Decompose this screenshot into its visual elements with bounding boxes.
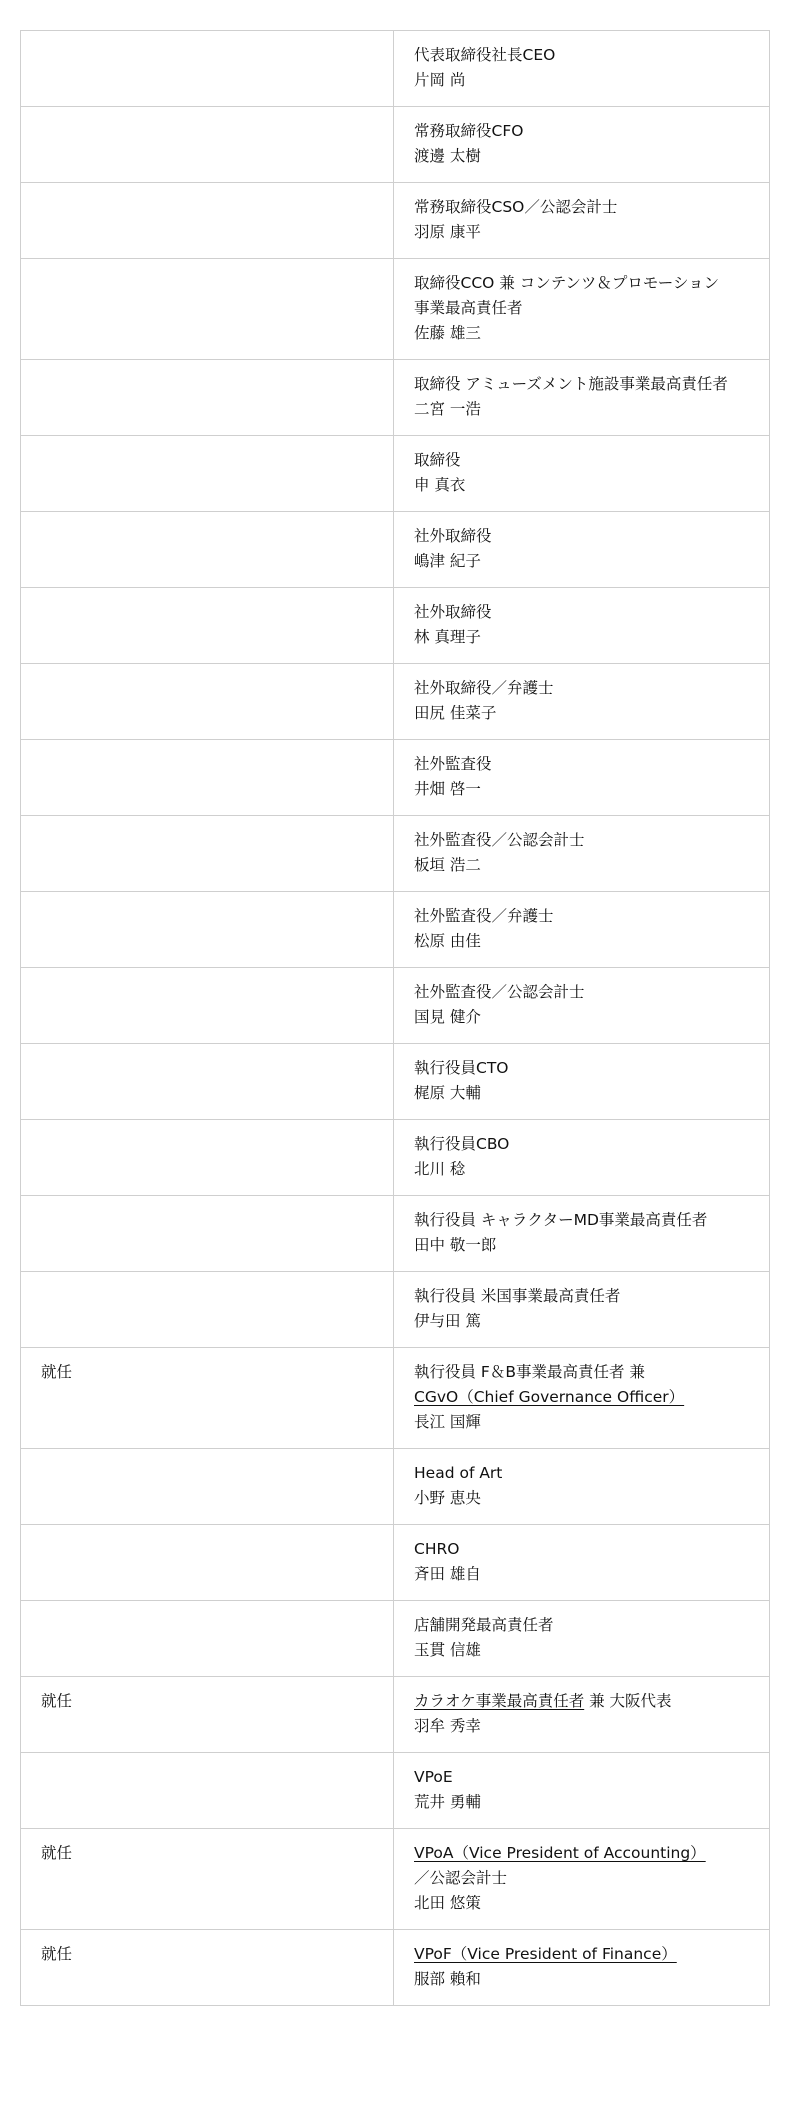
title-text: 社外監査役／公認会計士 [414, 831, 585, 849]
table-row [21, 436, 770, 512]
status-cell [21, 1677, 394, 1753]
title-text: 羽原 康平 [414, 223, 481, 241]
title-text: 荒井 勇輔 [414, 1793, 481, 1811]
status-cell [21, 588, 394, 664]
table-row [21, 1753, 770, 1829]
officer-title-line [414, 904, 749, 929]
officer-title-line [414, 1613, 749, 1638]
table-row [21, 664, 770, 740]
officer-name [414, 625, 749, 650]
title-text: 事業最高責任者 [414, 299, 523, 317]
title-text: 社外取締役 [414, 527, 492, 545]
title-text: 社外監査役／公認会計士 [414, 983, 585, 1001]
officer-title-line [414, 1689, 749, 1714]
officer-name [414, 473, 749, 498]
title-text: 片岡 尚 [414, 71, 466, 89]
table-row [21, 1601, 770, 1677]
table-row [21, 1677, 770, 1753]
table-row [21, 1348, 770, 1449]
officer-title-line [414, 43, 749, 68]
officer-title-line [414, 372, 749, 397]
title-text: 取締役 アミューズメント施設事業最高責任者 [414, 375, 728, 393]
title-text: 申 真衣 [414, 476, 466, 494]
status-cell [21, 107, 394, 183]
title-text: 取締役 [414, 451, 461, 469]
officer-title-line [414, 1537, 749, 1562]
role-cell [394, 1348, 770, 1449]
role-cell [394, 892, 770, 968]
status-cell [21, 31, 394, 107]
officer-title-line [414, 1132, 749, 1157]
officer-name [414, 1157, 749, 1182]
officer-title-line [414, 1208, 749, 1233]
table-row [21, 512, 770, 588]
table-row [21, 588, 770, 664]
officer-name [414, 1967, 749, 1992]
status-cell [21, 1753, 394, 1829]
role-cell [394, 183, 770, 259]
title-text: 北田 悠策 [414, 1894, 481, 1912]
officer-title-line [414, 600, 749, 625]
officer-title-line [414, 1866, 749, 1891]
role-cell [394, 816, 770, 892]
officer-name [414, 1562, 749, 1587]
title-text: 林 真理子 [414, 628, 481, 646]
title-text: ／公認会計士 [414, 1869, 508, 1887]
status-cell [21, 892, 394, 968]
officer-title-line [414, 980, 749, 1005]
title-text: Head of Art [414, 1464, 503, 1482]
status-cell [21, 183, 394, 259]
officer-name [414, 1638, 749, 1663]
role-cell [394, 1601, 770, 1677]
title-text: 取締役CCO 兼 コンテンツ＆プロモーション [414, 274, 720, 292]
officer-title-line [414, 1056, 749, 1081]
table-row [21, 1044, 770, 1120]
role-cell [394, 436, 770, 512]
title-text: 嶋津 紀子 [414, 552, 481, 570]
table-row [21, 360, 770, 436]
role-cell [394, 107, 770, 183]
officer-name [414, 701, 749, 726]
officer-title-line [414, 1385, 749, 1410]
title-text: 国見 健介 [414, 1008, 481, 1026]
title-text: 兼 大阪代表 [584, 1692, 672, 1710]
officer-name [414, 220, 749, 245]
officer-title-line [414, 676, 749, 701]
officer-name [414, 321, 749, 346]
status-cell [21, 1196, 394, 1272]
role-cell [394, 1044, 770, 1120]
officer-name [414, 1005, 749, 1030]
title-text: 執行役員CBO [414, 1135, 510, 1153]
role-cell [394, 259, 770, 360]
status-cell [21, 968, 394, 1044]
title-text: 渡邊 太樹 [414, 147, 481, 165]
officer-name [414, 1790, 749, 1815]
status-label: 就任 [41, 1363, 73, 1381]
table-row [21, 968, 770, 1044]
officer-title-line [414, 828, 749, 853]
title-text: 梶原 大輔 [414, 1084, 481, 1102]
title-link[interactable]: CGvO（Chief Governance Officer） [414, 1388, 685, 1406]
title-text: 執行役員CTO [414, 1059, 509, 1077]
title-link[interactable]: VPoF（Vice President of Finance） [414, 1945, 677, 1963]
officer-title-line [414, 1841, 749, 1866]
role-cell [394, 1120, 770, 1196]
table-row [21, 1120, 770, 1196]
title-text: 北川 稔 [414, 1160, 466, 1178]
table-row [21, 1196, 770, 1272]
officer-name [414, 777, 749, 802]
table-row [21, 31, 770, 107]
title-text: 羽牟 秀幸 [414, 1717, 481, 1735]
title-text: 社外取締役／弁護士 [414, 679, 554, 697]
title-text: 小野 恵央 [414, 1489, 481, 1507]
title-text: 長江 国輝 [414, 1413, 481, 1431]
officer-name [414, 1081, 749, 1106]
status-label: 就任 [41, 1844, 73, 1862]
table-row [21, 1272, 770, 1348]
officer-title-line [414, 448, 749, 473]
status-cell [21, 740, 394, 816]
status-cell [21, 1525, 394, 1601]
role-cell [394, 1677, 770, 1753]
status-cell [21, 1930, 394, 2006]
officer-title-line [414, 1360, 749, 1385]
title-text: 社外監査役／弁護士 [414, 907, 554, 925]
title-text: 田尻 佳菜子 [414, 704, 497, 722]
table-row [21, 259, 770, 360]
status-cell [21, 1601, 394, 1677]
role-cell [394, 664, 770, 740]
officer-title-line [414, 195, 749, 220]
title-text: 松原 由佳 [414, 932, 481, 950]
officer-name [414, 1486, 749, 1511]
status-label: 就任 [41, 1945, 73, 1963]
title-text: 板垣 浩二 [414, 856, 481, 874]
status-cell [21, 259, 394, 360]
title-text: 服部 賴和 [414, 1970, 481, 1988]
status-cell [21, 1120, 394, 1196]
table-row [21, 1525, 770, 1601]
officer-name [414, 397, 749, 422]
role-cell [394, 1272, 770, 1348]
status-cell [21, 664, 394, 740]
status-cell [21, 1449, 394, 1525]
officer-name [414, 549, 749, 574]
officer-name [414, 1309, 749, 1334]
title-link[interactable]: VPoA（Vice President of Accounting） [414, 1844, 706, 1862]
title-text: 社外監査役 [414, 755, 492, 773]
officer-name [414, 929, 749, 954]
table-row [21, 1829, 770, 1930]
title-link[interactable]: カラオケ事業最高責任者 [414, 1692, 585, 1710]
title-text: 二宮 一浩 [414, 400, 481, 418]
table-row [21, 1930, 770, 2006]
title-text: 常務取締役CFO [414, 122, 524, 140]
title-text: 社外取締役 [414, 603, 492, 621]
officer-title-line [414, 271, 749, 296]
officer-name [414, 1714, 749, 1739]
title-text: 執行役員 キャラクターMD事業最高責任者 [414, 1211, 708, 1229]
officer-name [414, 1410, 749, 1435]
status-cell [21, 360, 394, 436]
title-text: 斉田 雄自 [414, 1565, 481, 1583]
officer-title-line [414, 1284, 749, 1309]
status-cell [21, 436, 394, 512]
status-cell [21, 512, 394, 588]
title-text: 代表取締役社長CEO [414, 46, 556, 64]
title-text: 執行役員 米国事業最高責任者 [414, 1287, 621, 1305]
role-cell [394, 1525, 770, 1601]
table-row [21, 107, 770, 183]
title-text: 店舗開発最高責任者 [414, 1616, 554, 1634]
officer-name [414, 853, 749, 878]
role-cell [394, 1753, 770, 1829]
title-text: 佐藤 雄三 [414, 324, 481, 342]
title-text: CHRO [414, 1540, 460, 1558]
role-cell [394, 968, 770, 1044]
role-cell [394, 360, 770, 436]
status-cell [21, 1044, 394, 1120]
officer-table [20, 30, 770, 2006]
status-cell [21, 1272, 394, 1348]
table-row [21, 183, 770, 259]
title-text: VPoE [414, 1768, 453, 1786]
officer-name [414, 68, 749, 93]
title-text: 伊与田 篤 [414, 1312, 481, 1330]
officer-name [414, 1891, 749, 1916]
table-row [21, 740, 770, 816]
role-cell [394, 1930, 770, 2006]
table-row [21, 892, 770, 968]
role-cell [394, 1196, 770, 1272]
role-cell [394, 1449, 770, 1525]
officer-title-line [414, 119, 749, 144]
role-cell [394, 1829, 770, 1930]
officer-title-line [414, 1461, 749, 1486]
title-text: 井畑 啓一 [414, 780, 481, 798]
officer-title-line [414, 296, 749, 321]
status-label: 就任 [41, 1692, 73, 1710]
table-row [21, 816, 770, 892]
status-cell [21, 1829, 394, 1930]
officer-name [414, 1233, 749, 1258]
officer-title-line [414, 1765, 749, 1790]
status-cell [21, 1348, 394, 1449]
title-text: 田中 敬一郎 [414, 1236, 497, 1254]
table-row [21, 1449, 770, 1525]
officer-title-line [414, 524, 749, 549]
officer-title-line [414, 1942, 749, 1967]
role-cell [394, 588, 770, 664]
title-text: 執行役員 F＆B事業最高責任者 兼 [414, 1363, 645, 1381]
officer-title-line [414, 752, 749, 777]
officer-name [414, 144, 749, 169]
title-text: 玉貫 信雄 [414, 1641, 481, 1659]
role-cell [394, 31, 770, 107]
status-cell [21, 816, 394, 892]
role-cell [394, 512, 770, 588]
title-text: 常務取締役CSO／公認会計士 [414, 198, 618, 216]
officer-table-body [21, 31, 770, 2006]
role-cell [394, 740, 770, 816]
